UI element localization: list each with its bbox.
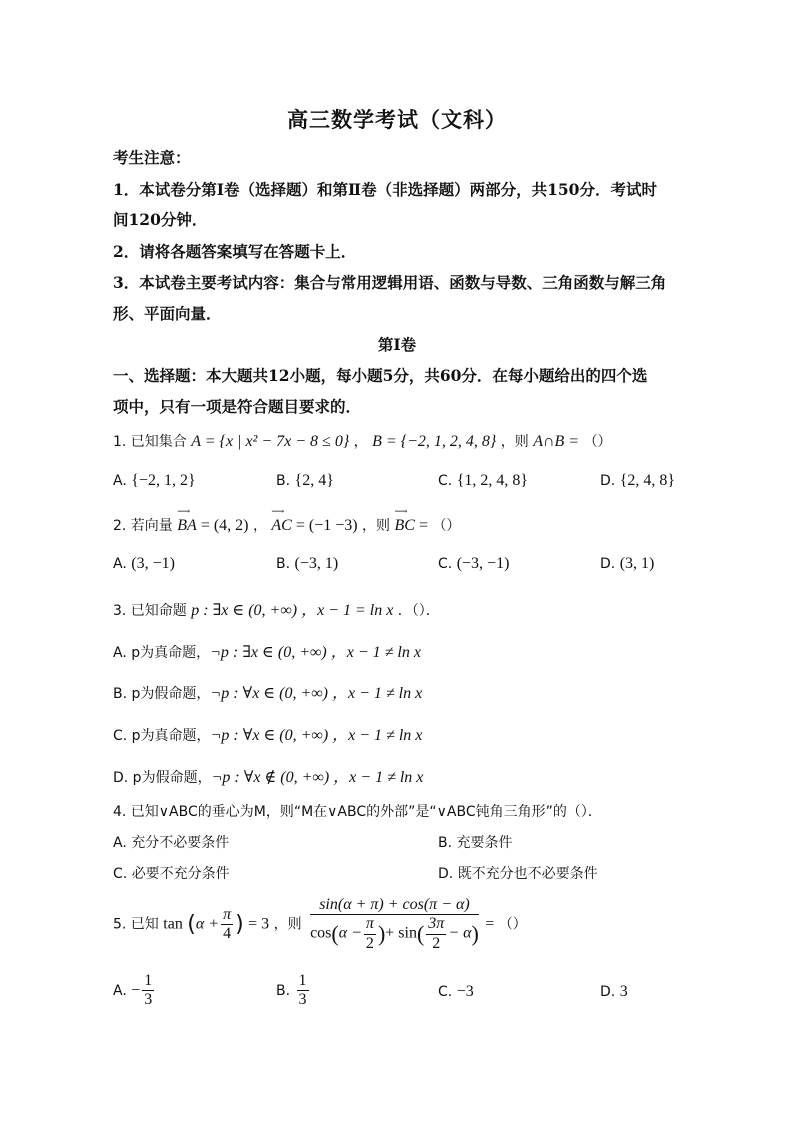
q4-option-d [438, 863, 598, 883]
q5-close-paren: ) [235, 912, 244, 938]
option-value: −3 [456, 983, 474, 1000]
den-cos: cos [310, 924, 332, 942]
q5-option-c [438, 983, 474, 1001]
q3-tail: ．（）． [397, 603, 440, 619]
option-value: {−2, 1, 2} [131, 472, 196, 489]
option-label: C. [438, 473, 453, 489]
q2-mid: ，则 [362, 518, 391, 534]
q1-set-a: A = {x | x² − 7x − 8 ≤ 0} [191, 433, 350, 450]
option-label: B. [276, 473, 291, 489]
q1-option-b [276, 472, 334, 490]
option-label: B. p为假命题， [113, 686, 211, 702]
q1-option-a [113, 472, 196, 490]
fraction-denominator: 3 [144, 991, 153, 1009]
den-pi-over-2 [364, 915, 376, 953]
notice-item: 1．本试卷分第Ⅰ卷（选择题）和第Ⅱ卷（非选择题）两部分，共150分．考试时 [113, 180, 657, 199]
option-sign: − [131, 981, 141, 999]
q2-eq: = [414, 517, 428, 534]
question-5-stem [113, 896, 527, 953]
option-label: B. [276, 982, 291, 999]
q5-paren: （） [498, 916, 527, 933]
fraction-numerator: π [364, 915, 376, 934]
q2-option-c [438, 555, 509, 573]
notice-heading: 考生注意： [113, 148, 191, 167]
option-label: D. [438, 866, 454, 882]
notice-item: 3．本试卷主要考试内容：集合与常用逻辑用语、函数与导数、三角函数与解三角 [113, 273, 667, 292]
q2-prefix: 2. 若向量 [113, 518, 173, 534]
q3-option-c [113, 722, 422, 745]
q3-option-a [113, 639, 421, 662]
option-value: ¬p : ∀x ∈ (0, +∞) ，x − 1 ≠ ln x [210, 685, 423, 702]
q5-open-paren: ( [187, 912, 196, 938]
part1-instruction: 一、选择题：本大题共12小题，每小题5分，共60分．在每小题给出的四个选 [113, 366, 648, 385]
notice-item: 间120分钟． [113, 210, 208, 229]
fraction-numerator: 3π [426, 915, 446, 934]
notice-item: 形、平面向量． [113, 304, 222, 323]
option-value: (−3, −1) [456, 555, 510, 572]
q2-ac-value: = (−1 −3) [291, 517, 358, 534]
q2-option-d [600, 555, 654, 573]
q1-sep: ， [353, 434, 368, 450]
q4-option-b [438, 832, 513, 852]
option-value: 充分不必要条件 [131, 835, 230, 851]
question-2-stem [113, 515, 460, 535]
den-minus-alpha: − α [448, 924, 472, 942]
fraction-numerator: 1 [297, 972, 309, 991]
option-value: ¬p : ∀x ∉ (0, +∞) ，x − 1 ≠ ln x [211, 769, 424, 786]
q2-sep: ， [252, 518, 267, 534]
notice-item: 2．请将各题答案填写在答题卡上． [113, 242, 357, 261]
option-label: C. [113, 866, 128, 882]
question-1-stem [113, 431, 612, 451]
q2-vector-ba: ⟶ BA [177, 517, 197, 535]
q5-pi-over-4 [221, 906, 233, 944]
option-label: A. [113, 982, 127, 999]
q5-numerator: sin(α + π) + cos(π − α) [310, 896, 479, 915]
den-paren: ) [377, 921, 386, 947]
option-label: B. [276, 556, 291, 572]
option-label: A. [113, 835, 127, 851]
q1-paren: （） [583, 434, 612, 450]
q1-set-b: B = {−2, 1, 2, 4, 8} [372, 433, 497, 450]
q5-eq: = [485, 915, 495, 933]
option-label: D. [600, 473, 616, 489]
option-fraction [297, 972, 309, 1010]
option-label: A. [113, 556, 127, 572]
fraction-numerator: 1 [142, 972, 154, 991]
part1-instruction: 项中，只有一项是符合题目要求的． [113, 397, 362, 416]
den-plus-sin: + sin [385, 924, 417, 942]
option-label: D. p为假命题， [113, 770, 212, 786]
q3-option-d [113, 764, 423, 787]
option-value: 3 [619, 983, 628, 1000]
q5-tan: tan [163, 915, 183, 933]
option-label: A. p为真命题， [113, 645, 211, 661]
q5-eq3: = 3 [248, 915, 270, 933]
option-label: C. [438, 556, 453, 572]
q3-option-b [113, 680, 422, 703]
q2-option-a [113, 555, 175, 573]
option-value: 充要条件 [456, 835, 513, 851]
option-value: (3, 1) [619, 555, 655, 572]
den-3pi-over-2 [426, 915, 446, 953]
question-4-stem: 4. 已知∨ABC的垂心为M，则“M在∨ABC的外部”是“∨ABC钝角三角形”的（）． [113, 804, 602, 820]
option-label: C. p为真命题， [113, 728, 211, 744]
q5-prefix: 5. 已知 [113, 916, 159, 933]
option-value: 既不充分也不必要条件 [457, 866, 598, 882]
q5-option-d [600, 983, 628, 1001]
option-value: 必要不充分条件 [131, 866, 230, 882]
q2-ba-value: = (4, 2) [196, 517, 249, 534]
q3-proposition: p : ∃x ∈ (0, +∞) ，x − 1 = ln x [191, 602, 394, 619]
option-value: {1, 2, 4, 8} [456, 472, 529, 489]
section-title: 第Ⅰ卷 [377, 335, 417, 354]
q4-option-a [113, 832, 229, 852]
den-paren: ( [416, 921, 425, 947]
fraction-denominator: 2 [432, 934, 441, 952]
q1-suffix: ，则 [500, 434, 529, 450]
q5-alpha: α + [195, 915, 220, 933]
q1-expr: A∩B = [533, 433, 580, 450]
q1-prefix: 1. 已知集合 [113, 434, 187, 450]
q2-option-b [276, 555, 338, 573]
option-value: {2, 4} [294, 472, 334, 489]
q3-prefix: 3. 已知命题 [113, 603, 187, 619]
option-value: ¬p : ∀x ∈ (0, +∞) ，x − 1 ≠ ln x [210, 727, 423, 744]
option-label: B. [438, 835, 453, 851]
option-value: (−3, 1) [294, 555, 339, 572]
den-paren: ( [331, 921, 339, 947]
q5-option-a [113, 972, 156, 1010]
q2-vector-ac: ⟶ AC [271, 517, 291, 535]
option-label: A. [113, 473, 127, 489]
q5-mid: ，则 [273, 916, 302, 933]
q1-option-c [438, 472, 528, 490]
q2-vector-bc: ⟶ BC [395, 517, 415, 535]
option-value: (3, −1) [131, 555, 175, 572]
fraction-denominator: 3 [298, 991, 307, 1009]
q5-denominator [310, 915, 479, 953]
option-label: C. [438, 984, 453, 1000]
fraction-denominator: 4 [223, 925, 232, 943]
question-3-stem [113, 597, 440, 620]
q2-paren: （） [432, 518, 461, 534]
option-fraction [142, 972, 154, 1010]
fraction-numerator: π [221, 906, 233, 925]
fraction-denominator: 2 [365, 934, 374, 952]
page-title: 高三数学考试（文科） [287, 107, 507, 132]
den-alpha: α − [338, 924, 362, 942]
option-value: {2, 4, 8} [619, 472, 676, 489]
option-label: D. [600, 984, 616, 1000]
option-value: ¬p : ∃x ∈ (0, +∞) ，x − 1 ≠ ln x [210, 644, 421, 661]
den-paren: ) [471, 921, 479, 947]
q5-option-b [276, 972, 311, 1010]
q4-option-c [113, 863, 230, 883]
q5-main-fraction [310, 896, 479, 953]
q1-option-d [600, 472, 675, 490]
option-label: D. [600, 556, 616, 572]
